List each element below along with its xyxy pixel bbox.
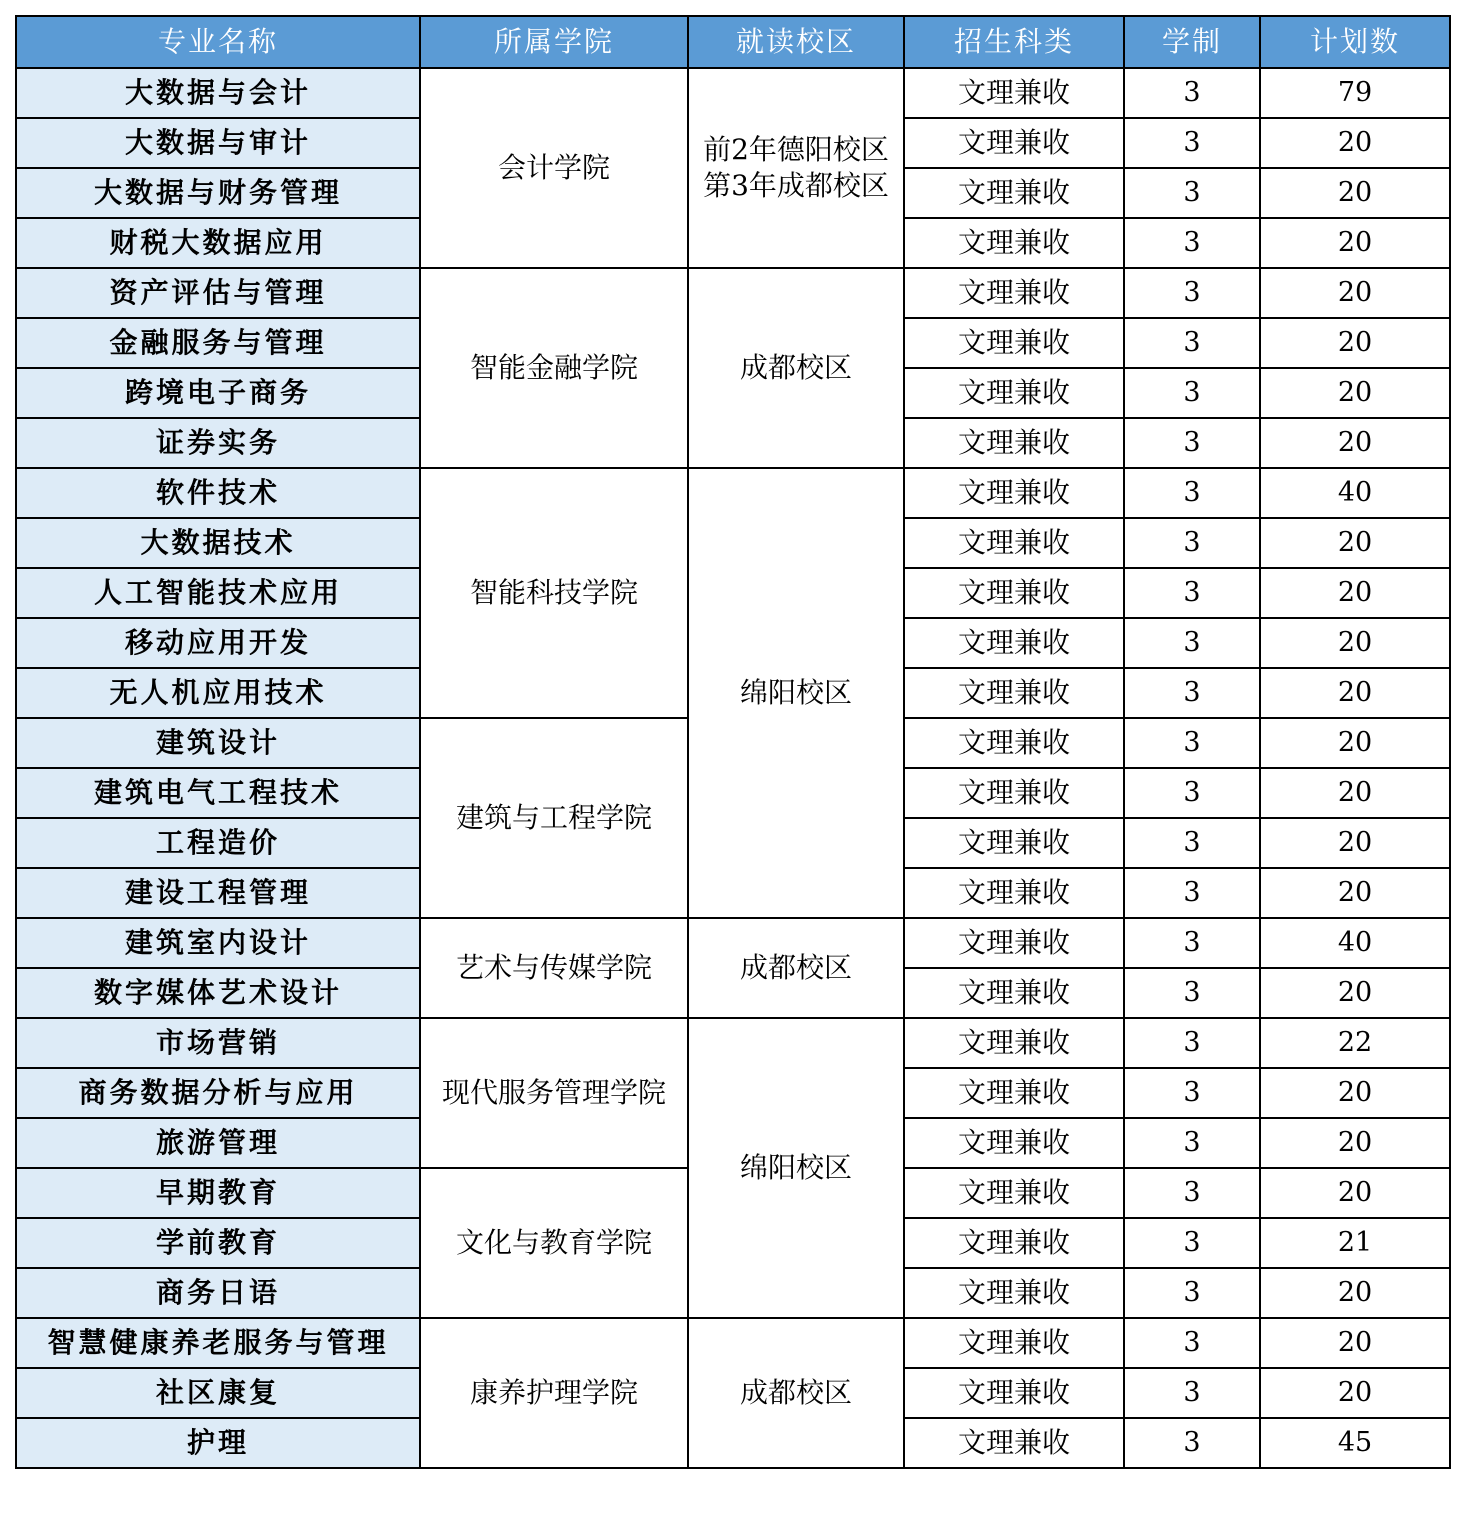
category-cell: 文理兼收 bbox=[904, 1418, 1124, 1468]
duration-cell: 3 bbox=[1124, 1268, 1260, 1318]
duration-cell: 3 bbox=[1124, 1318, 1260, 1368]
major-name-cell: 商务数据分析与应用 bbox=[16, 1068, 420, 1118]
plan-count-cell: 20 bbox=[1260, 668, 1450, 718]
plan-count-cell: 20 bbox=[1260, 1368, 1450, 1418]
plan-count-cell: 40 bbox=[1260, 468, 1450, 518]
major-name-cell: 工程造价 bbox=[16, 818, 420, 868]
college-cell: 智能科技学院 bbox=[420, 468, 688, 718]
plan-count-cell: 22 bbox=[1260, 1018, 1450, 1068]
major-name-cell: 智慧健康养老服务与管理 bbox=[16, 1318, 420, 1368]
plan-count-cell: 20 bbox=[1260, 1318, 1450, 1368]
category-cell: 文理兼收 bbox=[904, 1268, 1124, 1318]
category-cell: 文理兼收 bbox=[904, 1218, 1124, 1268]
header-duration: 学制 bbox=[1124, 16, 1260, 68]
plan-count-cell: 20 bbox=[1260, 568, 1450, 618]
category-cell: 文理兼收 bbox=[904, 68, 1124, 118]
college-cell: 文化与教育学院 bbox=[420, 1168, 688, 1318]
campus-cell bbox=[688, 1318, 904, 1468]
category-cell: 文理兼收 bbox=[904, 1318, 1124, 1368]
duration-cell: 3 bbox=[1124, 68, 1260, 118]
table-row bbox=[16, 68, 1450, 118]
duration-cell: 3 bbox=[1124, 868, 1260, 918]
table-row bbox=[16, 468, 1450, 518]
plan-count-cell: 21 bbox=[1260, 1218, 1450, 1268]
table-row bbox=[16, 268, 1450, 318]
major-name-cell: 证券实务 bbox=[16, 418, 420, 468]
category-cell: 文理兼收 bbox=[904, 618, 1124, 668]
category-cell: 文理兼收 bbox=[904, 468, 1124, 518]
campus-cell bbox=[688, 68, 904, 268]
college-cell: 艺术与传媒学院 bbox=[420, 918, 688, 1018]
campus-line: 绵阳校区 bbox=[739, 676, 852, 709]
major-name-cell: 人工智能技术应用 bbox=[16, 568, 420, 618]
category-cell: 文理兼收 bbox=[904, 918, 1124, 968]
duration-cell: 3 bbox=[1124, 1018, 1260, 1068]
duration-cell: 3 bbox=[1124, 418, 1260, 468]
plan-count-cell: 45 bbox=[1260, 1418, 1450, 1468]
category-cell: 文理兼收 bbox=[904, 768, 1124, 818]
major-name-cell: 大数据与财务管理 bbox=[16, 168, 420, 218]
table-row bbox=[16, 1018, 1450, 1068]
table-row bbox=[16, 1318, 1450, 1368]
duration-cell: 3 bbox=[1124, 1418, 1260, 1468]
plan-count-cell: 20 bbox=[1260, 168, 1450, 218]
major-name-cell: 建筑室内设计 bbox=[16, 918, 420, 968]
enrollment-plan-table bbox=[15, 15, 1451, 1469]
category-cell: 文理兼收 bbox=[904, 1118, 1124, 1168]
campus-cell bbox=[688, 268, 904, 468]
duration-cell: 3 bbox=[1124, 718, 1260, 768]
major-name-cell: 学前教育 bbox=[16, 1218, 420, 1268]
duration-cell: 3 bbox=[1124, 618, 1260, 668]
plan-count-cell: 20 bbox=[1260, 318, 1450, 368]
duration-cell: 3 bbox=[1124, 1368, 1260, 1418]
campus-line: 绵阳校区 bbox=[739, 1151, 852, 1184]
major-name-cell: 大数据技术 bbox=[16, 518, 420, 568]
plan-count-cell: 20 bbox=[1260, 768, 1450, 818]
category-cell: 文理兼收 bbox=[904, 568, 1124, 618]
category-cell: 文理兼收 bbox=[904, 868, 1124, 918]
category-cell: 文理兼收 bbox=[904, 1018, 1124, 1068]
category-cell: 文理兼收 bbox=[904, 1368, 1124, 1418]
campus-line: 成都校区 bbox=[739, 1376, 852, 1409]
duration-cell: 3 bbox=[1124, 768, 1260, 818]
category-cell: 文理兼收 bbox=[904, 718, 1124, 768]
major-name-cell: 大数据与审计 bbox=[16, 118, 420, 168]
plan-count-cell: 20 bbox=[1260, 1268, 1450, 1318]
category-cell: 文理兼收 bbox=[904, 368, 1124, 418]
plan-count-cell: 20 bbox=[1260, 818, 1450, 868]
major-name-cell: 社区康复 bbox=[16, 1368, 420, 1418]
category-cell: 文理兼收 bbox=[904, 1168, 1124, 1218]
college-cell: 会计学院 bbox=[420, 68, 688, 268]
header-category: 招生科类 bbox=[904, 16, 1124, 68]
major-name-cell: 大数据与会计 bbox=[16, 68, 420, 118]
plan-count-cell: 20 bbox=[1260, 118, 1450, 168]
campus-line: 成都校区 bbox=[739, 351, 852, 384]
campus-cell bbox=[688, 468, 904, 918]
plan-count-cell: 20 bbox=[1260, 868, 1450, 918]
major-name-cell: 移动应用开发 bbox=[16, 618, 420, 668]
major-name-cell: 商务日语 bbox=[16, 1268, 420, 1318]
duration-cell: 3 bbox=[1124, 1068, 1260, 1118]
major-name-cell: 财税大数据应用 bbox=[16, 218, 420, 268]
plan-count-cell: 20 bbox=[1260, 418, 1450, 468]
category-cell: 文理兼收 bbox=[904, 268, 1124, 318]
duration-cell: 3 bbox=[1124, 818, 1260, 868]
duration-cell: 3 bbox=[1124, 468, 1260, 518]
major-name-cell: 跨境电子商务 bbox=[16, 368, 420, 418]
plan-count-cell: 20 bbox=[1260, 1118, 1450, 1168]
header-college: 所属学院 bbox=[420, 16, 688, 68]
campus-line: 成都校区 bbox=[739, 951, 852, 984]
plan-count-cell: 20 bbox=[1260, 968, 1450, 1018]
table-body bbox=[16, 68, 1450, 1468]
major-name-cell: 建筑设计 bbox=[16, 718, 420, 768]
college-cell: 建筑与工程学院 bbox=[420, 718, 688, 918]
campus-line: 第3年成都校区 bbox=[703, 169, 889, 202]
campus-cell bbox=[688, 1018, 904, 1318]
duration-cell: 3 bbox=[1124, 368, 1260, 418]
plan-count-cell: 20 bbox=[1260, 218, 1450, 268]
major-name-cell: 金融服务与管理 bbox=[16, 318, 420, 368]
plan-count-cell: 20 bbox=[1260, 718, 1450, 768]
major-name-cell: 无人机应用技术 bbox=[16, 668, 420, 718]
major-name-cell: 旅游管理 bbox=[16, 1118, 420, 1168]
campus-line: 前2年德阳校区 bbox=[703, 133, 889, 166]
duration-cell: 3 bbox=[1124, 1118, 1260, 1168]
campus-cell bbox=[688, 918, 904, 1018]
plan-count-cell: 20 bbox=[1260, 518, 1450, 568]
category-cell: 文理兼收 bbox=[904, 418, 1124, 468]
duration-cell: 3 bbox=[1124, 218, 1260, 268]
major-name-cell: 建筑电气工程技术 bbox=[16, 768, 420, 818]
major-name-cell: 市场营销 bbox=[16, 1018, 420, 1068]
duration-cell: 3 bbox=[1124, 1218, 1260, 1268]
major-name-cell: 建设工程管理 bbox=[16, 868, 420, 918]
duration-cell: 3 bbox=[1124, 968, 1260, 1018]
duration-cell: 3 bbox=[1124, 318, 1260, 368]
duration-cell: 3 bbox=[1124, 168, 1260, 218]
plan-count-cell: 20 bbox=[1260, 268, 1450, 318]
major-name-cell: 资产评估与管理 bbox=[16, 268, 420, 318]
plan-count-cell: 20 bbox=[1260, 368, 1450, 418]
college-cell: 智能金融学院 bbox=[420, 268, 688, 468]
category-cell: 文理兼收 bbox=[904, 968, 1124, 1018]
duration-cell: 3 bbox=[1124, 268, 1260, 318]
duration-cell: 3 bbox=[1124, 1168, 1260, 1218]
plan-count-cell: 20 bbox=[1260, 1168, 1450, 1218]
major-name-cell: 数字媒体艺术设计 bbox=[16, 968, 420, 1018]
plan-count-cell: 79 bbox=[1260, 68, 1450, 118]
header-plan: 计划数 bbox=[1260, 16, 1450, 68]
college-cell: 康养护理学院 bbox=[420, 1318, 688, 1468]
category-cell: 文理兼收 bbox=[904, 1068, 1124, 1118]
plan-count-cell: 20 bbox=[1260, 618, 1450, 668]
category-cell: 文理兼收 bbox=[904, 318, 1124, 368]
header-major: 专业名称 bbox=[16, 16, 420, 68]
category-cell: 文理兼收 bbox=[904, 168, 1124, 218]
category-cell: 文理兼收 bbox=[904, 818, 1124, 868]
plan-count-cell: 20 bbox=[1260, 1068, 1450, 1118]
major-name-cell: 护理 bbox=[16, 1418, 420, 1468]
plan-count-cell: 40 bbox=[1260, 918, 1450, 968]
header-campus: 就读校区 bbox=[688, 16, 904, 68]
category-cell: 文理兼收 bbox=[904, 518, 1124, 568]
duration-cell: 3 bbox=[1124, 918, 1260, 968]
category-cell: 文理兼收 bbox=[904, 218, 1124, 268]
category-cell: 文理兼收 bbox=[904, 668, 1124, 718]
major-name-cell: 软件技术 bbox=[16, 468, 420, 518]
header-row bbox=[16, 16, 1450, 68]
duration-cell: 3 bbox=[1124, 118, 1260, 168]
duration-cell: 3 bbox=[1124, 568, 1260, 618]
table-row bbox=[16, 918, 1450, 968]
duration-cell: 3 bbox=[1124, 518, 1260, 568]
duration-cell: 3 bbox=[1124, 668, 1260, 718]
college-cell: 现代服务管理学院 bbox=[420, 1018, 688, 1168]
category-cell: 文理兼收 bbox=[904, 118, 1124, 168]
major-name-cell: 早期教育 bbox=[16, 1168, 420, 1218]
